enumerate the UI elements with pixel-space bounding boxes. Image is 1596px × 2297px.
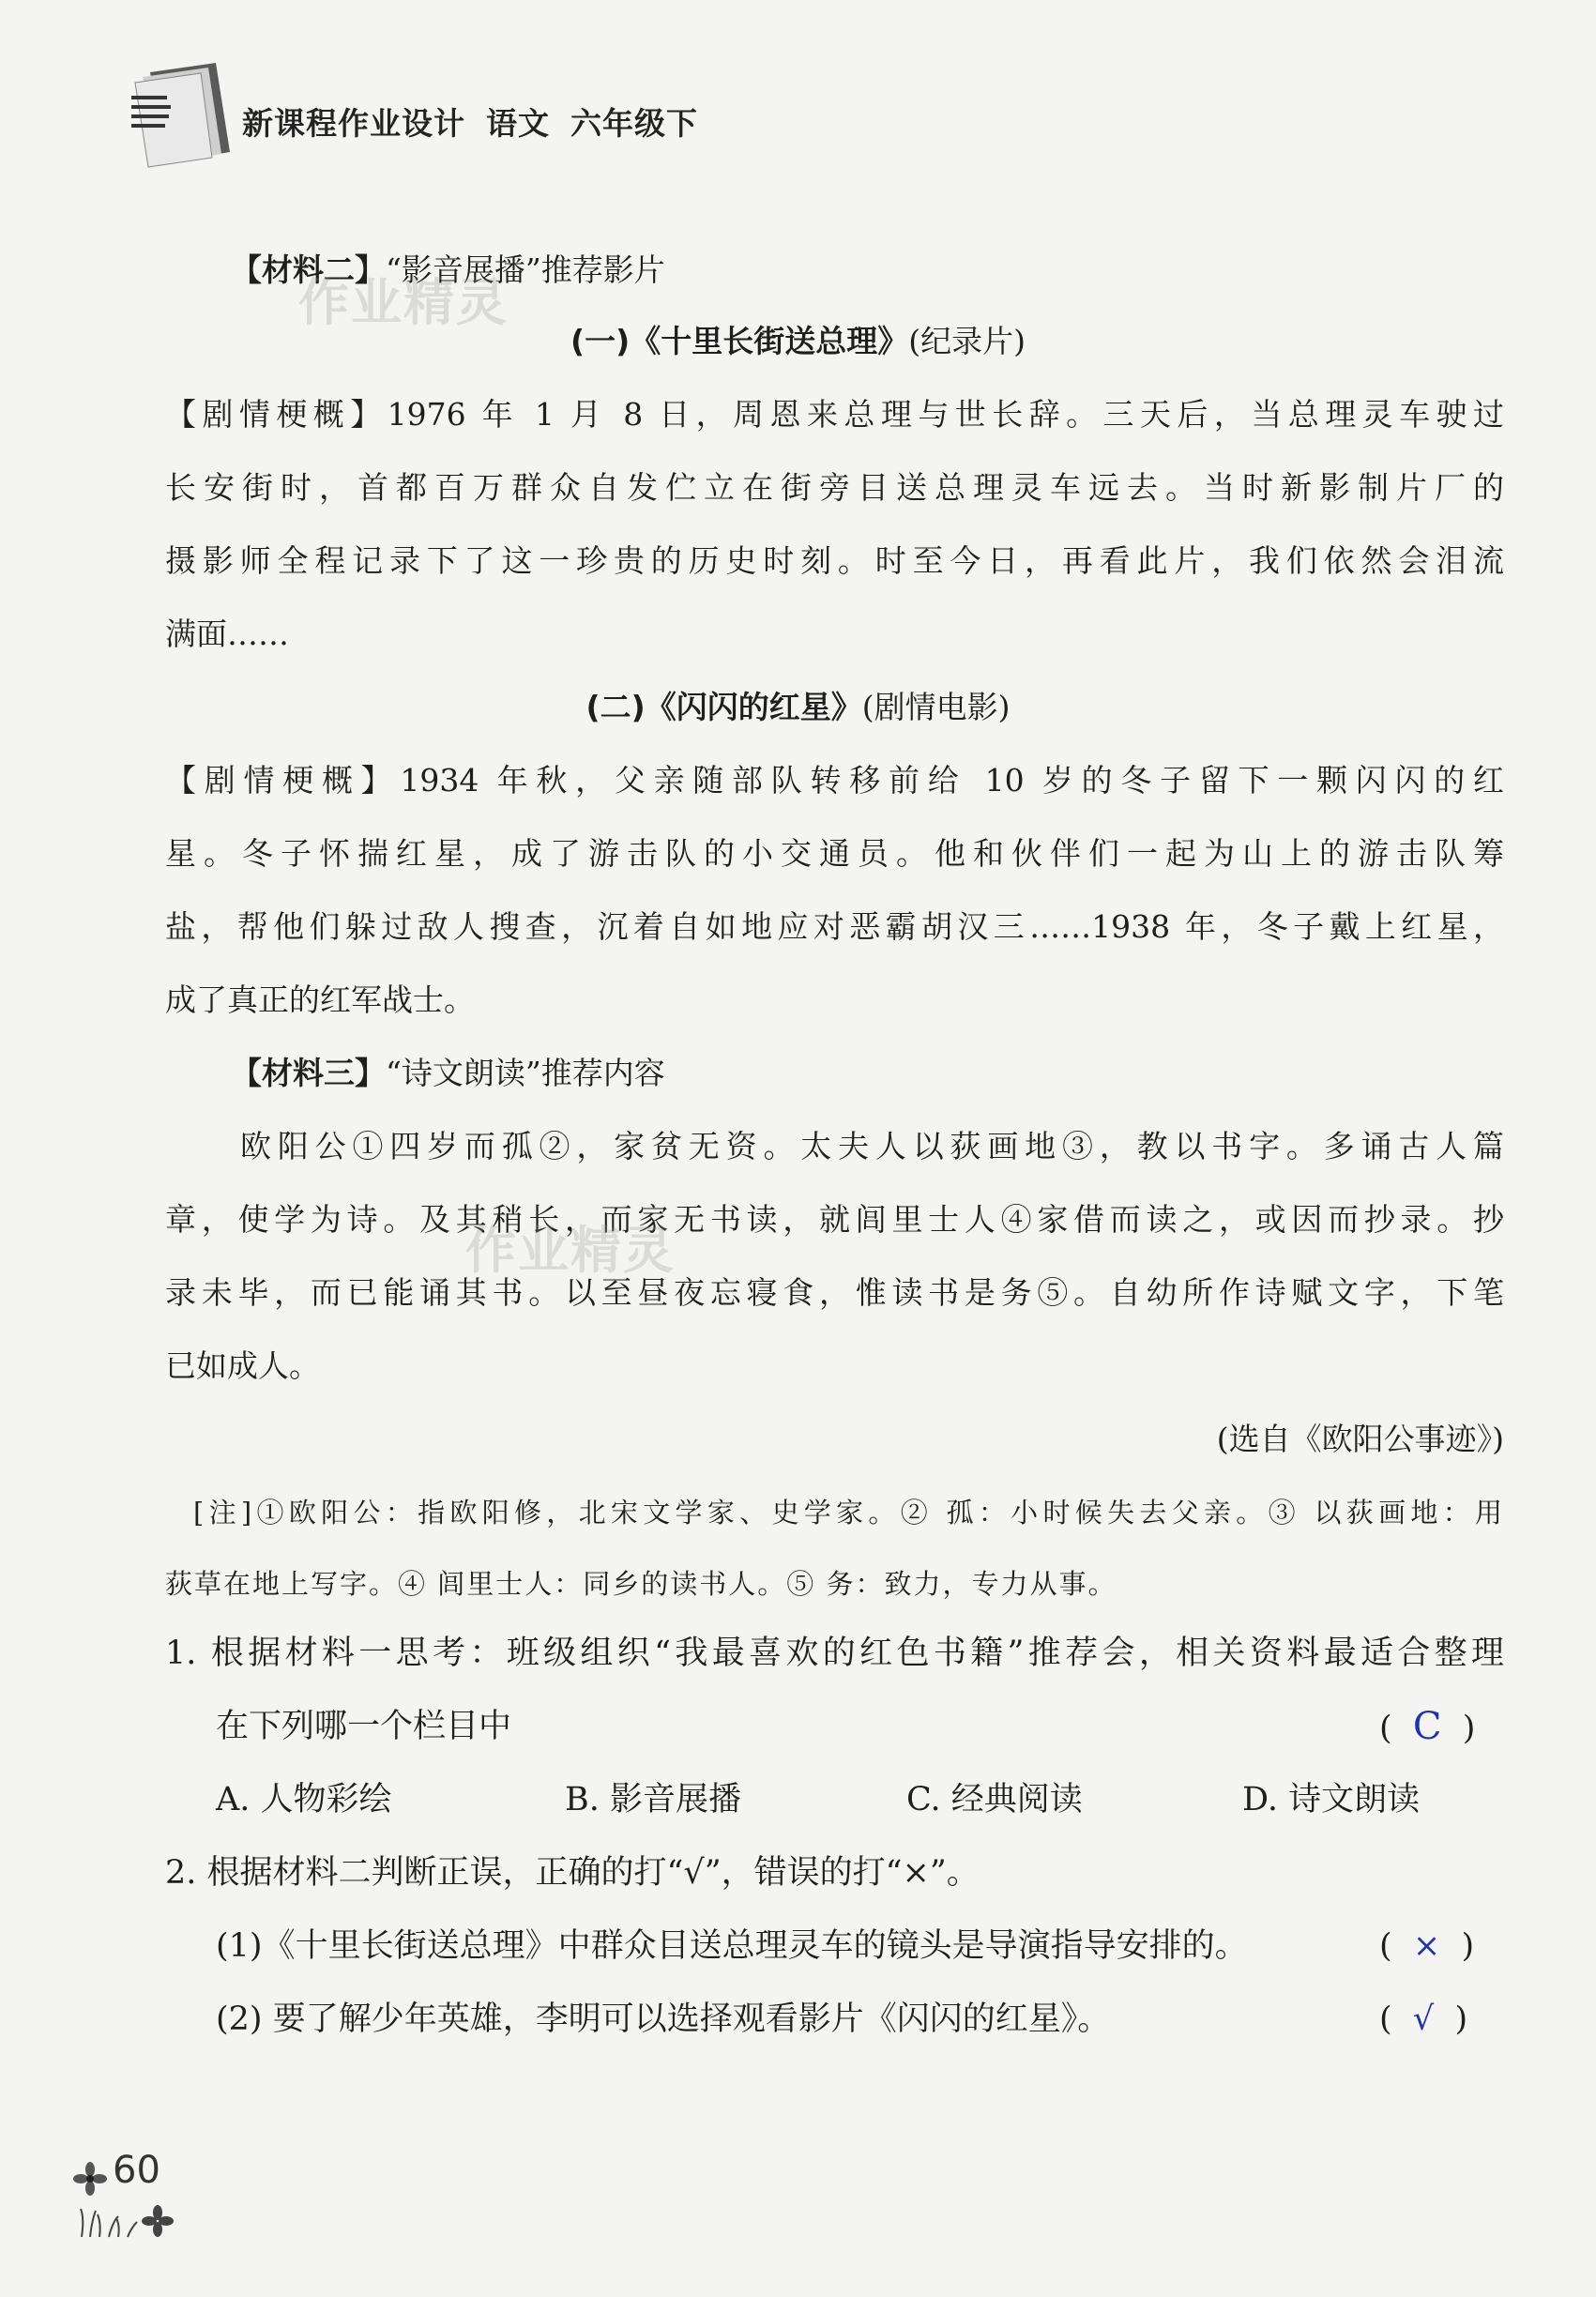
q1-line-1: 1. 根据材料一思考：班级组织“我最喜欢的红色书籍”推荐会，相关资料最适合整理 (165, 1635, 1504, 1672)
q2-item2-answer-box: ( √ ) (1379, 2000, 1468, 2038)
material3-line-1: 欧阳公①四岁而孤②，家贫无资。太夫人以荻画地③，教以书字。多诵古人篇 (240, 1128, 1504, 1164)
q2-item1-answer: × (1412, 1927, 1441, 1965)
flower-icon (71, 2160, 109, 2198)
film2-title: (二)《闪闪的红星》 (585, 689, 862, 725)
film2-line-4: 成了真正的红军战士。 (165, 981, 475, 1018)
q1-option-d: D. 诗文朗读 (1242, 1781, 1421, 1818)
q2-item1-answer-box: ( × ) (1379, 1927, 1475, 1965)
film1-line-1: 【剧情梗概】1976 年 1 月 8 日，周恩来总理与世长辞。三天后，当总理灵车驶过 (165, 396, 1504, 433)
film1-line-3: 摄影师全程记录下了这一珍贵的历史时刻。时至今日，再看此片，我们依然会泪流 (165, 542, 1504, 579)
material3-source: (选自《欧阳公事迹》) (1216, 1421, 1504, 1457)
q1-option-b: B. 影音展播 (565, 1781, 741, 1818)
material3-heading-row (231, 1055, 665, 1092)
watermark-2: 作业精灵 (465, 1221, 676, 1280)
page-footer (71, 2149, 203, 2252)
subject: 语文 (486, 105, 550, 142)
film1-line-2: 长安街时，首都百万群众自发伫立在街旁目送总理灵车远去。当时新影制片厂的 (165, 469, 1504, 506)
material3-label: 【材料三】 (231, 1055, 386, 1091)
q2-stem: 2. 根据材料二判断正误，正确的打“√”，错误的打“×”。 (165, 1854, 980, 1892)
material3-line-2: 章，使学为诗。及其稍长，而家无书读，就闾里士人④家借而读之，或因而抄录。抄 (165, 1201, 1504, 1238)
film2-type: (剧情电影) (861, 689, 1011, 725)
film2-line-1: 【剧情梗概】1934 年秋，父亲随部队转移前给 10 岁的冬子留下一颗闪闪的红 (165, 762, 1504, 799)
grass-decoration-icon (77, 2199, 180, 2241)
header-title (242, 99, 719, 144)
note-line-1: [注]①欧阳公：指欧阳修，北宋文学家、史学家。② 孤：小时候失去父亲。③ 以荻画地：用 (193, 1497, 1504, 1529)
material3-line-3: 录未毕，而已能诵其书。以至昼夜忘寝食，惟读书是务⑤。自幼所作诗赋文字，下笔 (165, 1274, 1504, 1311)
material2-heading: “影音展播”推荐影片 (386, 251, 665, 288)
material3-line-4: 已如成人。 (165, 1347, 320, 1384)
film2-line-3: 盐，帮他们躲过敌人搜查，沉着自如地应对恶霸胡汉三……1938 年，冬子戴上红星， (165, 908, 1504, 945)
q2-item-2: (2) 要了解少年英雄，李明可以选择观看影片《闪闪的红星》。 (216, 2000, 1111, 2038)
q1-option-c: C. 经典阅读 (906, 1781, 1083, 1818)
film2-line-2: 星。冬子怀揣红星，成了游击队的小交通员。他和伙伴们一起为山上的游击队筹 (165, 835, 1504, 872)
note-line-2: 荻草在地上写字。④ 闾里士人：同乡的读书人。⑤ 务：致力，专力从事。 (165, 1568, 1117, 1600)
page-header (122, 58, 966, 171)
q1-answer: C (1412, 1705, 1442, 1748)
q1-line-2: 在下列哪一个栏目中 (216, 1708, 512, 1745)
q2-item-1: (1)《十里长街送总理》中群众目送总理灵车的镜头是导演指导安排的。 (216, 1927, 1248, 1965)
film1-title-row (0, 323, 1596, 360)
book-title: 新课程作业设计 (242, 105, 465, 142)
film2-title-row (0, 689, 1596, 726)
q1-answer-box: ( C ) (1379, 1705, 1476, 1748)
material3-heading: “诗文朗读”推荐内容 (386, 1055, 665, 1091)
film1-type: (纪录片) (908, 323, 1026, 359)
grade: 六年级下 (570, 105, 698, 142)
q1-option-a: A. 人物彩绘 (216, 1781, 392, 1818)
film1-title: (一)《十里长街送总理》 (570, 323, 909, 359)
watermark: 作业精灵 (298, 273, 509, 332)
page-number: 60 (113, 2149, 160, 2192)
film1-line-4: 满面…… (165, 616, 289, 652)
book-icon (122, 58, 235, 171)
material2-label: 【材料二】 (231, 251, 386, 288)
q2-item2-answer: √ (1412, 2000, 1435, 2038)
